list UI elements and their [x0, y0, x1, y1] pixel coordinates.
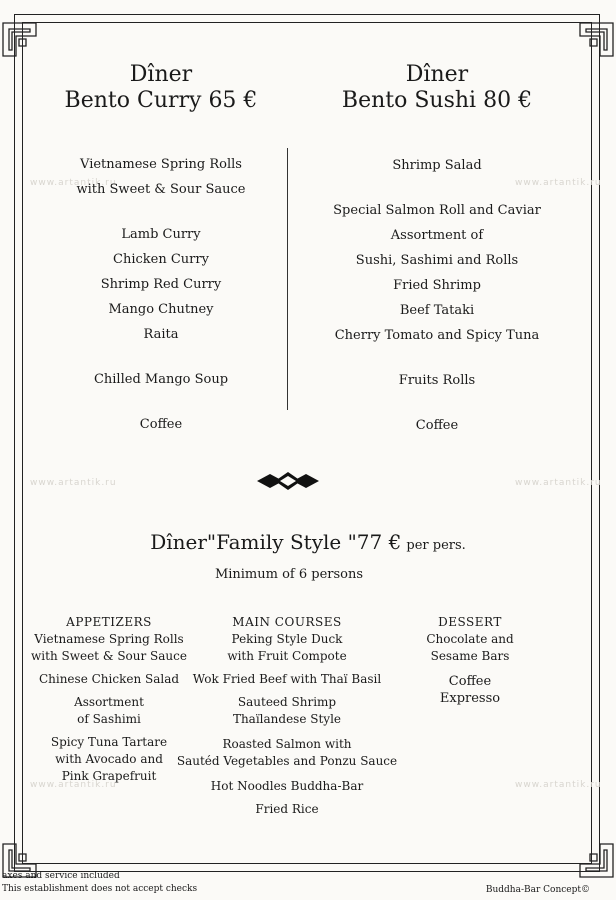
fret-corner-ornament-bottom-right [568, 832, 614, 878]
family-style-title [0, 530, 616, 554]
menu-item: Cherry Tomato and Spicy Tuna [334, 328, 540, 343]
watermark-text: www.artantik.ru [30, 178, 117, 188]
list-item: Hot Noodles Buddha-Bar [210, 779, 364, 793]
list-item: Assortment [74, 695, 144, 709]
menu-item: Vietnamese Spring Rolls [80, 157, 242, 172]
brand-credit: Buddha-Bar Concept© [485, 885, 590, 895]
list-item: Fried Rice [255, 802, 319, 816]
watermark-text: www.artantik.ru [30, 478, 117, 488]
list-item: Wok Fried Beef with Thaï Basil [192, 672, 382, 686]
list-item: Sautéd Vegetables and Ponzu Sauce [176, 754, 398, 768]
watermark-text: www.artantik.ru [515, 178, 602, 188]
list-item: Thaïlandese Style [232, 712, 342, 726]
dessert-heading: DESSERT [438, 615, 502, 629]
list-item: Pink Grapefruit [61, 769, 157, 783]
bento-curry-title [30, 62, 292, 114]
checks-note: This establishment does not accept checks [2, 884, 198, 894]
appetizers-heading: APPETIZERS [66, 615, 152, 629]
list-item: with Fruit Compote [227, 649, 347, 663]
menu-item: Lamb Curry [121, 227, 201, 242]
list-item: Spicy Tuna Tartare [50, 735, 168, 749]
watermark-text: www.artantik.ru [515, 478, 602, 488]
fret-corner-ornament-top-right [568, 22, 614, 68]
menu-item: Sushi, Sashimi and Rolls [355, 253, 519, 268]
bento-curry-title-line1: Dîner [129, 62, 193, 87]
list-item: Roasted Salmon with [222, 737, 352, 751]
list-item: of Sashimi [77, 712, 141, 726]
bento-curry-menu [30, 152, 292, 437]
list-item: Sauteed Shrimp [237, 695, 337, 709]
menu-item: Coffee [415, 418, 459, 433]
family-style-heading: Dîner"Family Style "77 € [150, 530, 402, 554]
list-item: Peking Style Duck [231, 632, 343, 646]
menu-item: Special Salmon Roll and Caviar [333, 203, 541, 218]
menu-item: Mango Chutney [108, 302, 214, 317]
menu-item: Shrimp Salad [392, 158, 482, 173]
list-item: Chinese Chicken Salad [38, 672, 180, 686]
list-item: Chocolate and [426, 632, 514, 646]
menu-item: Chicken Curry [113, 252, 209, 267]
bento-sushi-title-line1: Dîner [405, 62, 469, 87]
menu-item: Fruits Rolls [398, 373, 476, 388]
list-item: Vietnamese Spring Rolls [34, 632, 184, 646]
menu-item: Fried Shrimp [393, 278, 481, 293]
menu-item: Shrimp Red Curry [100, 277, 222, 292]
diamond-ornament [257, 471, 319, 491]
list-item: Expresso [439, 691, 501, 706]
bento-sushi-menu [306, 153, 568, 438]
list-item: with Avocado and [55, 752, 163, 766]
list-item: with Sweet & Sour Sauce [31, 649, 187, 663]
main-courses-section [168, 614, 406, 818]
menu-item: Beef Tataki [399, 303, 475, 318]
bento-curry-title-line2: Bento Curry 65 € [64, 88, 258, 113]
minimum-persons-note: Minimum of 6 persons [214, 567, 364, 582]
column-divider [287, 148, 288, 410]
watermark-text: www.artantik.ru [515, 780, 602, 790]
menu-item: with Sweet & Sour Sauce [76, 182, 246, 197]
taxes-note: axes and service included [2, 871, 120, 881]
bento-sushi-title [306, 62, 568, 114]
menu-item: Assortment of [390, 228, 484, 243]
dessert-section [400, 614, 540, 707]
list-item: Sesame Bars [430, 649, 510, 663]
list-item: Coffee [448, 674, 492, 689]
menu-item: Chilled Mango Soup [93, 372, 229, 387]
main-courses-heading: MAIN COURSES [232, 615, 342, 629]
menu-item: Raita [143, 327, 179, 342]
menu-item: Coffee [139, 417, 183, 432]
watermark-text: www.artantik.ru [30, 780, 117, 790]
bento-sushi-title-line2: Bento Sushi 80 € [341, 88, 533, 113]
per-person-label: per pers. [406, 538, 466, 553]
footer-notes [2, 870, 197, 896]
